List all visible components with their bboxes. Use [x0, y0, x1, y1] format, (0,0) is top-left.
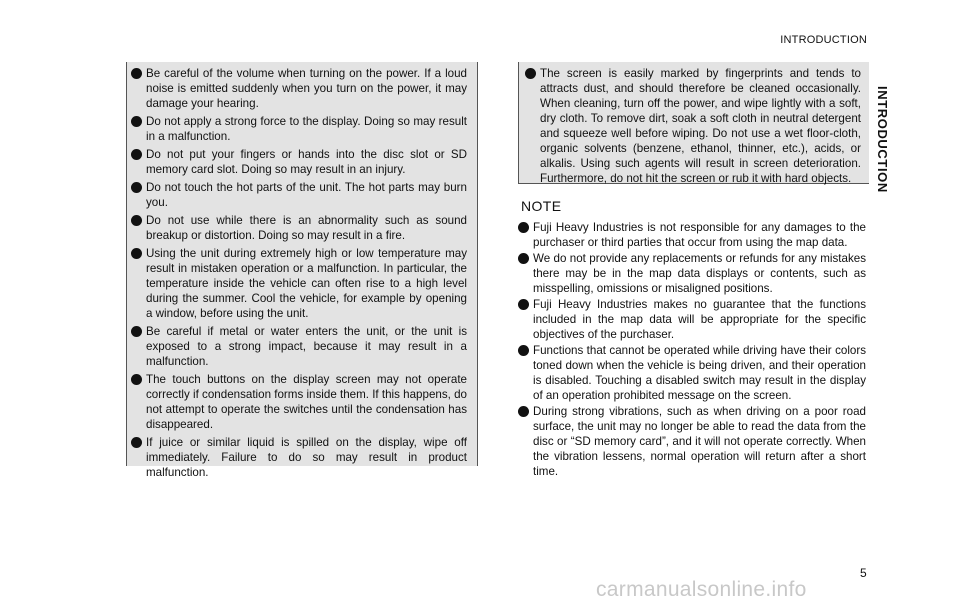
bullet-icon: [518, 406, 529, 417]
bullet-icon: [131, 149, 142, 160]
list-item: Functions that cannot be operated while driving have their colors toned down when the vehicle is being driven, and their operation is disabled. Touching a disabled switch may result in the display of an operation prohibited message on the screen.: [518, 343, 866, 403]
section-side-tab: [875, 86, 897, 193]
list-item: Be careful of the volume when turning on the power. If a loud noise is emitted suddenly when you turn on the power, it may damage your hearing.: [131, 66, 467, 111]
caution-box-left: [126, 62, 478, 479]
list-item: Fuji Heavy Industries makes no guarantee that the functions included in the map data will be appropriate for the specific objectives of the purchaser.: [518, 297, 866, 342]
section-header: INTRODUCTION: [780, 34, 867, 46]
caution-box-right: [518, 62, 869, 184]
page-number: 5: [860, 566, 867, 580]
note-list: [518, 220, 866, 479]
list-item: The screen is easily marked by fingerprints and tends to attracts dust, and should therefore be cleaned occasionally. When cleaning, turn off the power, and wipe lightly with a soft, dry cloth. To remove dirt, soak a soft cloth in neutral detergent and squeeze well before wiping. Do not use a wet floor-cloth, organic solvents (benzene, ethanol, thinner, etc.), acids, or alkalis. Using such agents will result in screen deterioration. Furthermore, do not hit the screen or rub it with hard objects.: [525, 66, 861, 186]
bullet-icon: [525, 68, 536, 79]
list-item: Fuji Heavy Industries is not responsible for any damages to the purchaser or third parties that occur from using the map data.: [518, 220, 866, 250]
bullet-icon: [131, 374, 142, 385]
bullet-icon: [131, 68, 142, 79]
list-item: Be careful if metal or water enters the unit, or the unit is exposed to a strong impact, because it may result in a malfunction.: [131, 324, 467, 369]
bullet-icon: [131, 182, 142, 193]
bullet-icon: [131, 248, 142, 259]
list-item: The touch buttons on the display screen may not operate correctly if condensation forms inside them. If this happens, do not attempt to operate the switches until the condensation has disappeared.: [131, 372, 467, 432]
note-section: [518, 198, 866, 480]
bullet-icon: [518, 253, 529, 264]
list-item: Using the unit during extremely high or low temperature may result in mistaken operation or a malfunction. In particular, the temperature inside the vehicle can often rise to a high level during the summer. Cool the vehicle, for example by opening a window, before using the unit.: [131, 246, 467, 321]
side-tab-label: INTRODUCTION: [875, 86, 890, 193]
list-item: Do not touch the hot parts of the unit. The hot parts may burn you.: [131, 180, 467, 210]
bullet-icon: [131, 116, 142, 127]
list-item: Do not use while there is an abnormality such as sound breakup or distortion. Doing so may result in a fire.: [131, 213, 467, 243]
bullet-icon: [131, 215, 142, 226]
list-item: During strong vibrations, such as when driving on a poor road surface, the unit may no longer be able to read the data from the disc or “SD memory card”, and it will not operate correctly. When the vibration lessens, normal operation will return after a short time.: [518, 404, 866, 479]
list-item: Do not apply a strong force to the display. Doing so may result in a malfunction.: [131, 114, 467, 144]
bullet-icon: [131, 326, 142, 337]
list-item: Do not put your fingers or hands into the disc slot or SD memory card slot. Doing so may result in an injury.: [131, 147, 467, 177]
bullet-icon: [131, 437, 142, 448]
bullet-icon: [518, 222, 529, 233]
bullet-icon: [518, 345, 529, 356]
list-item: We do not provide any replacements or refunds for any mistakes there may be in the map data displays or contents, such as misspelling, omissions or misaligned positions.: [518, 251, 866, 296]
watermark: carmanualsonline.info: [596, 578, 807, 601]
list-item: If juice or similar liquid is spilled on the display, wipe off immediately. Failure to do so may result in product malfunction.: [131, 435, 467, 480]
bullet-icon: [518, 299, 529, 310]
caution-list-right: [525, 66, 861, 186]
caution-list-left: [131, 66, 467, 480]
note-title: NOTE: [521, 198, 562, 214]
